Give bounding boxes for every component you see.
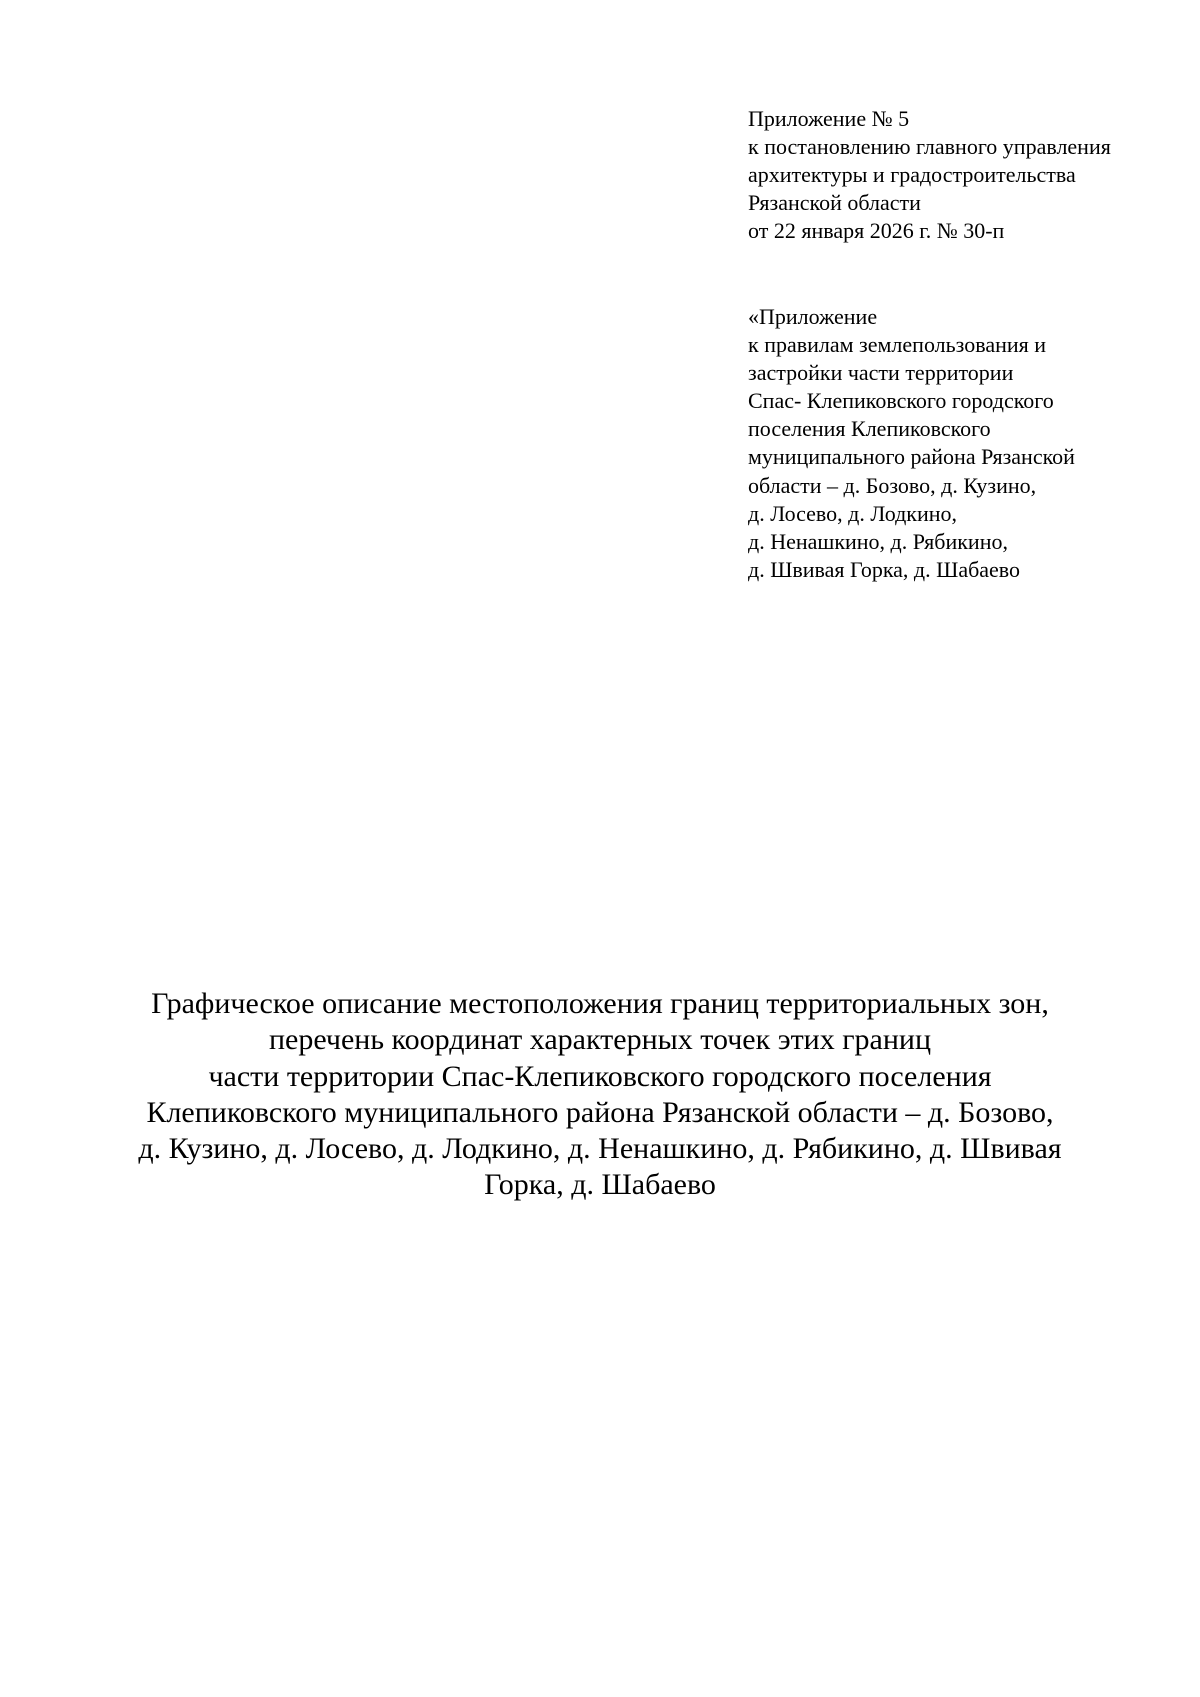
rules-annex-line: д. Лосево, д. Лодкино, (748, 500, 958, 526)
title-line: д. Кузино, д. Лосево, д. Лодкино, д. Ненашкино, д. Рябикино, д. Швивая (138, 1132, 1062, 1166)
rules-annex-line: застройки части территории (748, 360, 1014, 386)
annex-line: к постановлению главного управления (748, 134, 1111, 159)
rules-annex-header (748, 303, 1168, 584)
annex-line: архитектуры и градостроительства (748, 162, 1076, 187)
title-line: Клепиковского муниципального района Рязанской области – д. Бозово, (146, 1095, 1054, 1129)
annex-number: Приложение № 5 (748, 106, 910, 131)
rules-annex-line: к правилам землепользования и (748, 332, 1047, 358)
document-title (100, 986, 1100, 1204)
rules-annex-line: д. Ненашкино, д. Рябикино, (748, 528, 1008, 554)
annex-header (748, 105, 1168, 245)
rules-annex-line: области – д. Бозово, д. Кузино, (748, 472, 1037, 498)
title-line: перечень координат характерных точек этих границ (268, 1023, 932, 1057)
rules-annex-line: муниципального района Рязанской (748, 444, 1075, 470)
title-line: части территории Спас-Клепиковского городского поселения (208, 1059, 992, 1093)
rules-annex-line: «Приложение (748, 304, 878, 329)
annex-line: Рязанской области (748, 190, 921, 215)
annex-date-number: от 22 января 2026 г. № 30-п (748, 218, 1005, 243)
rules-annex-line: Спас- Клепиковского городского (748, 388, 1054, 414)
title-line: Графическое описание местоположения границ территориальных зон, (151, 987, 1049, 1020)
rules-annex-line: д. Швивая Горка, д. Шабаево (748, 556, 1021, 582)
rules-annex-line: поселения Клепиковского (748, 416, 991, 442)
title-line: Горка, д. Шабаево (484, 1168, 716, 1202)
